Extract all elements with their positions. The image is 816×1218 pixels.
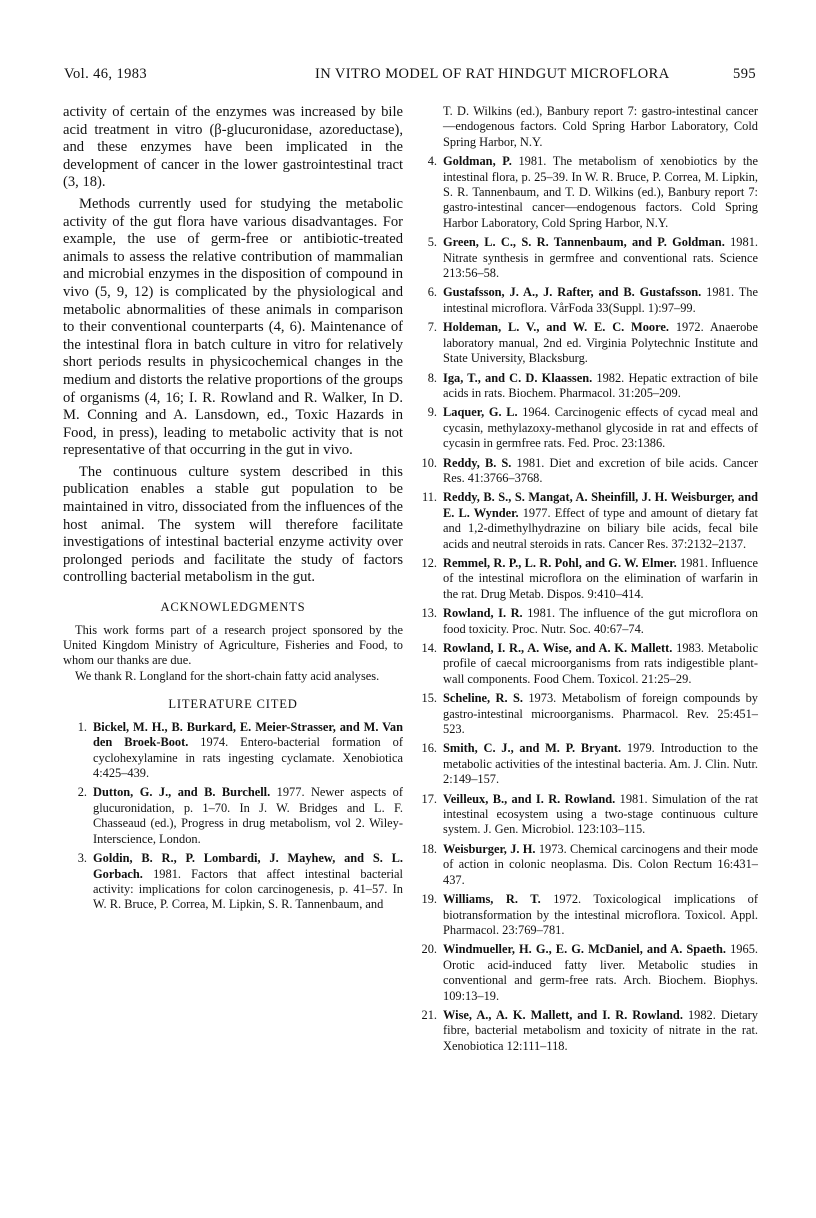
reference-item xyxy=(413,1008,758,1054)
acknowledgments-heading: ACKNOWLEDGMENTS xyxy=(160,600,306,615)
reference-number: 2. xyxy=(77,785,87,800)
reference-details: 1981. The metabolism of xenobiotics by the intestinal flora, p. 25–39. In W. R. Bruce, P. Correa, M. Lipkin, S. R. Tannenbaum, and T. D. Wilkins (ed.), Banbury report 7: gastro-intestinal cancer—endogenous factors. Cold Spring Harbor Laboratory, Cold Spring Harbor, N.Y. xyxy=(443,154,758,230)
reference-number: 3. xyxy=(77,851,87,866)
reference-text xyxy=(443,1008,758,1054)
reference-number: 5. xyxy=(427,235,437,250)
reference-text xyxy=(443,456,758,487)
reference-text xyxy=(443,606,758,637)
running-header xyxy=(64,66,756,88)
reference-authors: Remmel, R. P., L. R. Pohl, and G. W. Elmer. xyxy=(443,555,677,570)
reference-number: 1. xyxy=(77,719,87,734)
reference-authors: Goldin, B. R., P. Lombardi, J. Mayhew, and S. L. Gorbach. xyxy=(93,851,403,881)
reference-text xyxy=(443,741,758,787)
volume-label: Vol. 46, 1983 xyxy=(64,66,148,82)
reference-details: 1981. The influence of the gut microflora on food toxicity. Proc. Nutr. Soc. 40:67–74. xyxy=(443,606,758,636)
literature-cited-heading: LITERATURE CITED xyxy=(168,697,298,712)
reference-number: 6. xyxy=(427,285,437,300)
reference-text xyxy=(443,371,758,402)
page-number: 595 xyxy=(733,66,756,82)
reference-text xyxy=(443,641,758,687)
reference-text xyxy=(443,556,758,602)
reference-item xyxy=(413,235,758,281)
reference-text xyxy=(443,490,758,552)
reference-details: 1973. Chemical carcinogens and their mode of action in colonic neoplasma. Dis. Colon Rectum 16:431–437. xyxy=(443,841,758,887)
reference-details: 1972. Toxicological implications of biotransformation by the intestinal microflora. Toxicol. Appl. Pharmacol. 23:769–781. xyxy=(443,892,758,937)
reference-details: 1981. Diet and excretion of bile acids. Cancer Res. 41:3766–3768. xyxy=(443,455,758,485)
body-paragraph: Methods currently used for studying the metabolic activity of the gut flora have various disadvantages. For example, the use of germ-free or antibiotic-treated animals to assess the relative contribution of mammalian and microbial enzymes in the disposition of compound in vivo (5, 9, 12) is complicated by the physiological and metabolic abnormalities of these animals in comparison to their conventional counterparts (4, 6). Maintenance of the intestinal flora in batch culture in vitro for relatively short periods results in physicochemical changes in the medium and distorts the relative proportions of the groups of organisms (4, 16; I. R. Rowland and R. Walker, In D. M. Conning and A. Lansdown, ed., Toxic Hazards in Food, in press), leading to metabolic activity that is not representative of that occurring in the gut in vivo. xyxy=(63,195,403,459)
reference-number: 17. xyxy=(421,791,437,806)
reference-text xyxy=(443,691,758,737)
reference-item xyxy=(63,785,403,847)
reference-item xyxy=(413,641,758,687)
reference-authors: Rowland, I. R. xyxy=(443,606,523,621)
acknowledgment-paragraph: We thank R. Longland for the short-chain fatty acid analyses. xyxy=(75,668,380,683)
reference-text xyxy=(443,285,758,316)
reference-authors: Iga, T., and C. D. Klaassen. xyxy=(443,370,593,385)
reference-text xyxy=(443,892,758,938)
reference-authors: Gustafsson, J. A., J. Rafter, and B. Gustafsson. xyxy=(443,285,702,300)
reference-details: 1964. Carcinogenic effects of cycad meal and cycasin, methylazoxy-methanol glycoside in rat and effects of cycasin in germfree rats. Fed. Proc. 23:1386. xyxy=(443,405,758,451)
reference-text xyxy=(443,154,758,231)
reference-authors: Dutton, G. J., and B. Burchell. xyxy=(93,785,271,800)
reference-authors: Veilleux, B., and I. R. Rowland. xyxy=(443,791,616,806)
reference-authors: Green, L. C., S. R. Tannenbaum, and P. Goldman. xyxy=(443,235,725,250)
reference-details: 1965. Orotic acid-induced fatty liver. Metabolic studies in conventional and germ-free rats. Arch. Biochem. Biophys. 109:13–19. xyxy=(443,942,758,1003)
reference-item xyxy=(413,556,758,602)
reference-item xyxy=(413,606,758,637)
reference-number: 10. xyxy=(421,455,437,470)
reference-number: 18. xyxy=(421,841,437,856)
reference-number: 20. xyxy=(421,942,437,957)
reference-details: 1982. Hepatic extraction of bile acids in rats. Biochem. Pharmacol. 31:205–209. xyxy=(443,370,758,400)
reference-text xyxy=(443,405,758,451)
reference-number: 19. xyxy=(421,892,437,907)
reference-authors: Reddy, B. S. xyxy=(443,455,512,470)
reference-details: 1981. Simulation of the rat intestinal ecosystem using a two-stage continuous culture system. J. Gen. Microbiol. 123:103–115. xyxy=(443,791,759,837)
reference-details: 1983. Metabolic profile of caecal microorganisms from rats indigestible plant-wall components. Food Chem. Toxicol. 21:25–29. xyxy=(443,641,758,686)
reference-item xyxy=(413,405,758,451)
reference-continuation: T. D. Wilkins (ed.), Banbury report 7: gastro-intestinal cancer—endogenous factors. Cold Spring Harbor Laboratory, Cold Spring Harbor, N.Y. xyxy=(443,104,758,149)
reference-number: 14. xyxy=(421,641,437,655)
reference-item xyxy=(63,720,403,782)
reference-details: 1977. Effect of type and amount of dietary fat and 1,2-dimethylhydrazine on biliary bile acids, fecal bile acids and neutral steroids in rats. Cancer Res. 37:2132–2137. xyxy=(443,505,758,551)
right-column xyxy=(413,104,758,1058)
reference-item xyxy=(413,285,758,316)
reference-item xyxy=(63,851,403,913)
reference-number: 8. xyxy=(427,370,437,385)
reference-authors: Reddy, B. S., S. Mangat, A. Sheinfill, J. H. Weisburger, and E. L. Wynder. xyxy=(443,490,758,520)
acknowledgment-paragraph: This work forms part of a research project sponsored by the United Kingdom Ministry of Agriculture, Fisheries and Food, to whom our thanks are due. xyxy=(63,622,403,668)
reference-authors: Laquer, G. L. xyxy=(443,405,518,420)
reference-details: 1972. Anaerobe laboratory manual, 2nd ed. Virginia Polytechnic Institute and State University, Blacksburg. xyxy=(443,320,758,366)
reference-authors: Holdeman, L. V., and W. E. C. Moore. xyxy=(443,320,670,335)
reference-authors: Smith, C. J., and M. P. Bryant. xyxy=(443,741,622,756)
reference-number: 7. xyxy=(427,320,437,335)
reference-item xyxy=(413,842,758,888)
reference-number: 21. xyxy=(421,1007,437,1022)
reference-authors: Williams, R. T. xyxy=(443,892,541,907)
reference-number: 4. xyxy=(427,154,437,169)
reference-text xyxy=(443,320,758,366)
reference-details: 1981. Nitrate synthesis in germfree and conventional rats. Science 213:56–58. xyxy=(443,235,758,281)
reference-text xyxy=(443,942,758,1004)
reference-authors: Windmueller, H. G., E. G. McDaniel, and A. Spaeth. xyxy=(443,942,727,957)
reference-details: 1982. Dietary fibre, bacterial metabolism and toxicity of nitrate in the rat. Xenobiotica 12:111–118. xyxy=(443,1007,758,1053)
reference-number: 9. xyxy=(427,405,437,420)
reference-list xyxy=(413,154,758,1054)
left-column xyxy=(63,104,403,917)
reference-details: 1973. Metabolism of foreign compounds by gastro-intestinal microorganisms. Pharmacol. Rev. 25:451–523. xyxy=(443,691,758,737)
reference-number: 15. xyxy=(421,691,437,706)
reference-text xyxy=(443,842,758,888)
reference-authors: Weisburger, J. H. xyxy=(443,841,536,856)
reference-item xyxy=(413,741,758,787)
reference-text xyxy=(93,785,403,847)
reference-authors: Bickel, M. H., B. Burkard, E. Meier-Strasser, and M. Van den Broek-Boot. xyxy=(93,719,403,750)
body-paragraph: The continuous culture system described in this publication enables a stable gut population to be maintained in vitro, dissociated from the influences of the host animal. The system will therefore facilitate investigations of intestinal bacterial enzyme activity over prolonged periods and facilitate the study of factors controlling bacterial metabolism in the gut. xyxy=(63,463,403,586)
reference-text xyxy=(93,720,403,782)
reference-details: 1977. Newer aspects of glucuronidation, p. 1–70. In J. W. Bridges and L. F. Chasseaud (ed.), Progress in drug metabolism, vol 2. Wiley-Interscience, London. xyxy=(93,785,403,846)
reference-item xyxy=(413,892,758,938)
reference-number: 11. xyxy=(421,490,437,505)
reference-number: 13. xyxy=(421,606,437,621)
reference-number: 16. xyxy=(421,741,437,756)
reference-item xyxy=(413,691,758,737)
reference-list xyxy=(63,720,403,913)
reference-item xyxy=(413,490,758,552)
reference-number: 12. xyxy=(421,555,437,570)
reference-authors: Wise, A., A. K. Mallett, and I. R. Rowland. xyxy=(443,1007,683,1022)
reference-text xyxy=(93,851,403,913)
reference-details: 1974. Entero-bacterial formation of cyclohexylamine in rats ingesting cyclamate. Xenobiotica 4:425–439. xyxy=(93,735,403,781)
reference-text xyxy=(443,235,758,281)
reference-item xyxy=(413,942,758,1004)
reference-item xyxy=(413,320,758,366)
reference-item xyxy=(413,456,758,487)
body-paragraph: activity of certain of the enzymes was increased by bile acid treatment in vitro (β-glucuronidase, azoreductase), and these enzymes have been implicated in the development of cancer in the lower gastrointestinal tract (3, 18). xyxy=(63,104,403,191)
reference-text xyxy=(443,792,758,838)
reference-details: 1979. Introduction to the metabolic activities of the intestinal bacteria. Am. J. Clin. Nutr. 2:149–157. xyxy=(443,741,758,787)
reference-authors: Rowland, I. R., A. Wise, and A. K. Mallett. xyxy=(443,641,673,655)
reference-authors: Goldman, P. xyxy=(443,154,512,169)
reference-authors: Scheline, R. S. xyxy=(443,691,523,706)
reference-item xyxy=(413,371,758,402)
reference-item xyxy=(413,792,758,838)
reference-details: 1981. Influence of the intestinal microflora on the elimination of warfarin in the rat. Drug Metab. Dispos. 9:410–414. xyxy=(443,555,758,601)
reference-details: 1981. The intestinal microflora. VårFoda 33(Suppl. 1):97–99. xyxy=(443,285,758,315)
reference-item xyxy=(413,154,758,231)
running-title: IN VITRO MODEL OF RAT HINDGUT MICROFLORA xyxy=(315,66,670,82)
reference-details: 1981. Factors that affect intestinal bacterial activity: implications for colon carcinogenesis, p. 41–57. In W. R. Bruce, P. Correa, M. Lipkin, S. R. Tannenbaum, and xyxy=(93,866,403,912)
